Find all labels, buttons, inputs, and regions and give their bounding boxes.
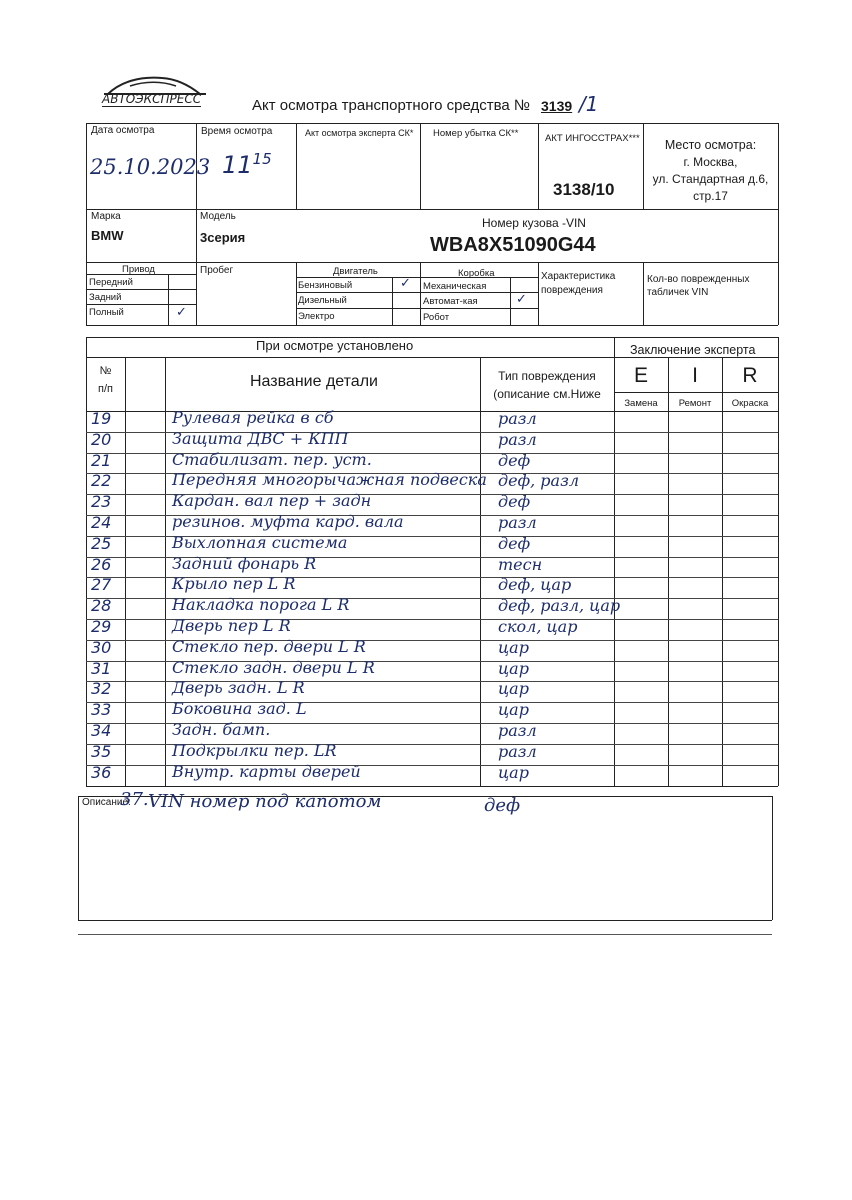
row-number-sub: п/п bbox=[98, 383, 113, 395]
row-number-symbol: № bbox=[99, 365, 112, 377]
row-number: 31 bbox=[91, 659, 112, 678]
engine-diesel: Дизельный bbox=[298, 295, 347, 306]
damage-type: деф, разл bbox=[498, 471, 579, 490]
damage-type: цар bbox=[498, 659, 529, 678]
damage-type: цар bbox=[498, 700, 529, 719]
description-label: Описание: bbox=[82, 797, 131, 808]
damage-type: деф, разл, цар bbox=[498, 596, 621, 615]
drive-full: Полный bbox=[89, 307, 124, 318]
model-value: 3серия bbox=[200, 230, 246, 245]
damage-type: разл bbox=[498, 409, 537, 428]
part-name: Подкрылки пер. LR bbox=[172, 741, 337, 760]
act-number: 3139 bbox=[541, 98, 573, 114]
part-name: Задн. бамп. bbox=[172, 720, 271, 739]
damage-type-title: Тип повреждения bbox=[498, 369, 596, 383]
part-name-header: Название детали bbox=[250, 373, 378, 390]
row-number: 19 bbox=[91, 409, 112, 428]
gearbox-label: Коробка bbox=[458, 268, 495, 279]
repair-header: Ремонт bbox=[678, 398, 712, 409]
ingos-value: 3138/10 bbox=[553, 180, 615, 199]
part-name: Дверь пер L R bbox=[172, 616, 291, 635]
row-number: 27 bbox=[91, 575, 112, 594]
damage-type: разл bbox=[498, 721, 537, 740]
logo-text: АВТОЭКСПРЕСС bbox=[102, 92, 202, 106]
part-name: Накладка порога L R bbox=[172, 595, 350, 614]
damage-type: цар bbox=[498, 763, 529, 782]
description-line-damage: деф bbox=[484, 795, 521, 816]
row-number: 32 bbox=[91, 679, 112, 698]
row-number: 25 bbox=[91, 534, 112, 553]
conclusion-label: Заключение эксперта bbox=[630, 343, 756, 357]
row-number: 22 bbox=[91, 471, 112, 490]
act-title: Акт осмотра транспортного средства № bbox=[252, 97, 531, 114]
description-line-text: VIN номер под капотом bbox=[148, 791, 382, 812]
damage-type: деф bbox=[498, 534, 531, 553]
vin-value: WBA8X51090G44 bbox=[430, 234, 596, 256]
time-hours: 11 bbox=[222, 151, 253, 179]
row-number: 20 bbox=[91, 430, 112, 449]
row-number: 23 bbox=[91, 492, 112, 511]
damage-type-note: (описание см.Ниже bbox=[493, 387, 601, 401]
row-number: 21 bbox=[91, 451, 112, 470]
engine-electric: Электро bbox=[298, 311, 335, 322]
place-street: ул. Стандартная д.6, bbox=[652, 172, 769, 186]
gearbox-auto-check-icon: ✓ bbox=[516, 292, 527, 307]
part-name: Защита ДВС + КПП bbox=[172, 429, 349, 448]
drive-label: Привод bbox=[122, 264, 155, 275]
place-building: стр.17 bbox=[693, 189, 728, 203]
damage-type: разл bbox=[498, 742, 537, 761]
engine-gasoline-check-icon: ✓ bbox=[400, 276, 411, 291]
part-name: резинов. муфта кард. вала bbox=[172, 512, 404, 531]
row-number: 33 bbox=[91, 700, 112, 719]
vin-label: Номер кузова -VIN bbox=[482, 216, 586, 230]
time-value bbox=[222, 150, 272, 179]
drive-rear: Задний bbox=[89, 292, 122, 303]
brand-label: Марка bbox=[91, 211, 121, 222]
row-number: 24 bbox=[91, 513, 112, 532]
replace-header: Замена bbox=[624, 398, 658, 409]
damage-char-label: Характеристика повреждения bbox=[541, 271, 616, 296]
damage-type: разл bbox=[498, 430, 537, 449]
damage-type-header bbox=[480, 367, 614, 403]
damage-type: деф bbox=[498, 451, 531, 470]
table-row bbox=[86, 762, 778, 786]
place-label: Место осмотра: bbox=[664, 138, 757, 152]
inspection-place bbox=[643, 137, 778, 205]
row-number: 29 bbox=[91, 617, 112, 636]
part-name: Стекло задн. двери L R bbox=[172, 658, 375, 677]
part-name: Задний фонарь R bbox=[172, 554, 317, 573]
gearbox-manual: Механическая bbox=[423, 281, 487, 292]
row-number: 34 bbox=[91, 721, 112, 740]
place-city: г. Москва, bbox=[683, 155, 738, 169]
damage-type: цар bbox=[498, 638, 529, 657]
r-header: R bbox=[742, 364, 758, 387]
logo bbox=[100, 72, 210, 112]
engine-gasoline: Бензиновый bbox=[298, 280, 353, 291]
gearbox-auto: Автомат-кая bbox=[423, 296, 478, 307]
date-label: Дата осмотра bbox=[91, 125, 155, 136]
drive-front: Передний bbox=[89, 277, 133, 288]
row-number: 26 bbox=[91, 555, 112, 574]
part-name: Кардан. вал пер + задн bbox=[172, 491, 372, 510]
part-name: Стекло пер. двери L R bbox=[172, 637, 366, 656]
established-label: При осмотре установлено bbox=[256, 338, 414, 353]
i-header: I bbox=[692, 364, 698, 387]
loss-number-label: Номер убытка СК** bbox=[433, 128, 519, 139]
row-number-header bbox=[86, 362, 125, 398]
part-name: Выхлопная система bbox=[172, 533, 348, 552]
e-header: E bbox=[633, 364, 648, 387]
expert-act-label: Акт осмотра эксперта СК* bbox=[305, 128, 414, 138]
part-name: Рулевая рейка в сб bbox=[172, 408, 334, 427]
time-minutes: 15 bbox=[252, 150, 272, 168]
damage-type: деф bbox=[498, 492, 531, 511]
time-label: Время осмотра bbox=[201, 126, 273, 137]
engine-label: Двигатель bbox=[333, 266, 378, 277]
damage-type: тесн bbox=[498, 555, 543, 574]
row-number: 35 bbox=[91, 742, 112, 761]
brand-value: BMW bbox=[91, 228, 124, 243]
mileage-label: Пробег bbox=[200, 265, 234, 276]
damage-type: скол, цар bbox=[498, 617, 578, 636]
part-name: Передняя многорычажная подвеска bbox=[172, 470, 487, 489]
model-label: Модель bbox=[200, 211, 236, 222]
row-number: 30 bbox=[91, 638, 112, 657]
paint-header: Окраска bbox=[731, 398, 769, 409]
vin-plates-label: Кол-во поврежденных табличек VIN bbox=[647, 274, 750, 298]
damage-type: разл bbox=[498, 513, 537, 532]
description-line-number: 37. bbox=[120, 789, 149, 810]
part-name: Крыло пер L R bbox=[172, 574, 296, 593]
part-name: Стабилизат. пер. уст. bbox=[172, 450, 372, 469]
part-name: Боковина зад. L bbox=[172, 699, 307, 718]
part-name: Дверь задн. L R bbox=[172, 678, 305, 697]
date-value: 25.10.2023 bbox=[90, 155, 211, 179]
ingos-label: АКТ ИНГОССТРАХ*** bbox=[545, 133, 640, 144]
act-number-suffix: /1 bbox=[579, 92, 599, 116]
gearbox-robot: Робот bbox=[423, 312, 450, 323]
row-number: 28 bbox=[91, 596, 112, 615]
drive-full-check-icon: ✓ bbox=[176, 305, 187, 320]
row-number: 36 bbox=[91, 763, 112, 782]
damage-type: деф, цар bbox=[498, 575, 572, 594]
part-name: Внутр. карты дверей bbox=[172, 762, 361, 781]
damage-type: цар bbox=[498, 679, 529, 698]
